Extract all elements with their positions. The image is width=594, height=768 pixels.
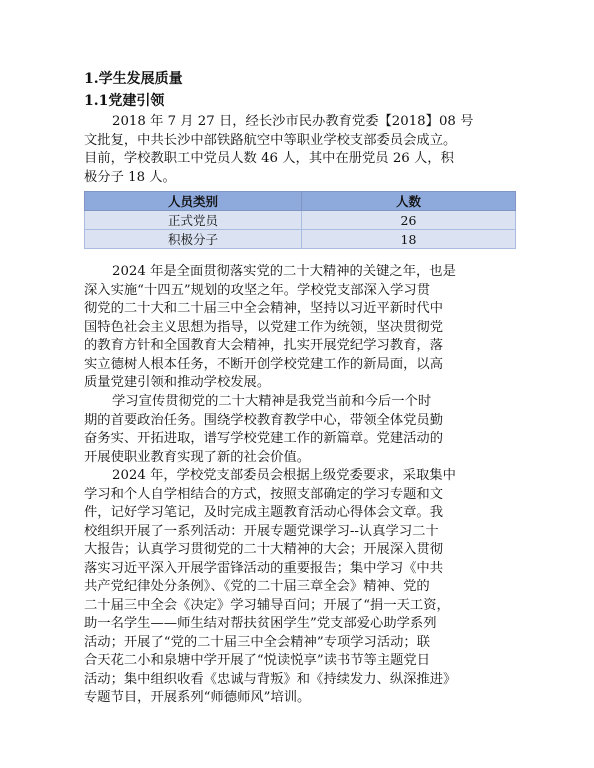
text-line: 国特色社会主义思想为指导，以党建工作为统领，坚决贯彻党: [84, 319, 444, 335]
text-line: 奋务实、开拓进取，谱写学校党建工作的新篇章。党建活动的: [84, 431, 444, 446]
section-heading: 1.学生发展质量: [84, 71, 183, 87]
text-line: 活动；集中组织收看《忠诚与背叛》和《持续发力、纵深推进》: [84, 671, 457, 687]
paragraph-2024-activities: [84, 467, 516, 708]
table-cell: 18: [302, 230, 516, 249]
text-line: 实立德树人根本任务，不断开创学校党建工作的新局面，以高: [84, 356, 444, 372]
text-line: 校组织开展了一系列活动：开展专题党课学习--认真学习二十: [84, 523, 439, 539]
text-line: 文批复，中共长沙中部铁路航空中等职业学校支部委员会成立。: [84, 132, 457, 148]
text-line: 2024 年，学校党支部委员会根据上级党委要求，采取集中: [112, 468, 456, 483]
text-line: 深入实施“十四五”规划的攻坚之年。学校党支部深入学习贯: [84, 282, 431, 298]
column-header: 人数: [302, 192, 516, 211]
text-line: 共产党纪律处分条例》、《党的二十届三章全会》精神、党的: [84, 579, 430, 594]
text-line: 极分子 18 人。: [84, 169, 176, 185]
text-line: 2024 年是全面贯彻落实党的二十大精神的关键之年，也是: [112, 264, 456, 279]
paragraph-2024-key-year: [84, 263, 516, 393]
text-line: 落实习近平深入开展学雷锋活动的重要报告；集中学习《中共: [84, 560, 444, 576]
table-row: [85, 230, 516, 249]
text-line: 合天花二小和泉塘中学开展了“悦读悦享”读书节等主题党日: [84, 653, 431, 668]
text-line: 2018 年 7 月 27 日，经长沙市民办教育党委【2018】08 号: [112, 114, 474, 129]
text-line: 件，记好学习笔记，及时完成主题教育活动心得体会文章。我: [84, 505, 444, 520]
paragraph-study-promotion: [84, 393, 516, 467]
text-line: 活动；开展了“党的二十届三中全会精神”专项学习活动；联: [84, 634, 431, 650]
column-header: 人员类别: [85, 192, 302, 211]
table-cell: 26: [302, 211, 516, 230]
table-cell: 积极分子: [85, 230, 302, 249]
intro-paragraph: [84, 113, 516, 187]
text-line: 目前，学校教职工中党员人数 46 人，其中在册党员 26 人，积: [84, 151, 454, 166]
table-header-row: [85, 192, 516, 211]
text-line: 专题节目，开展系列“师德师风”培训。: [84, 690, 311, 705]
text-line: 的教育方针和全国教育大会精神，扎实开展党纪学习教育，落: [84, 338, 444, 353]
text-line: 学习和个人自学相结合的方式，按照支部确定的学习专题和文: [84, 486, 444, 502]
table-row: [85, 211, 516, 230]
party-member-table: [84, 191, 516, 249]
text-line: 二十届三中全会《决定》学习辅导百问；开展了“捐一天工资，: [84, 597, 450, 613]
text-line: 质量党建引领和推动学校发展。: [84, 375, 271, 390]
text-line: 大报告；认真学习贯彻党的二十大精神的大会；开展深入贯彻: [84, 542, 444, 557]
subsection-heading: 1.1党建引领: [84, 93, 165, 109]
text-line: 助一名学生——师生结对帮扶贫困学生”党支部爱心助学系列: [84, 616, 437, 631]
table-cell: 正式党员: [85, 211, 302, 230]
text-line: 学习宣传贯彻党的二十大精神是我党当前和今后一个时: [112, 394, 432, 409]
text-line: 期的首要政治任务。围绕学校教育教学中心，带领全体党员勤: [84, 412, 444, 428]
text-line: 彻党的二十大和二十届三中全会精神，坚持以习近平新时代中: [84, 301, 444, 316]
text-line: 开展使职业教育实现了新的社会价值。: [84, 449, 311, 465]
